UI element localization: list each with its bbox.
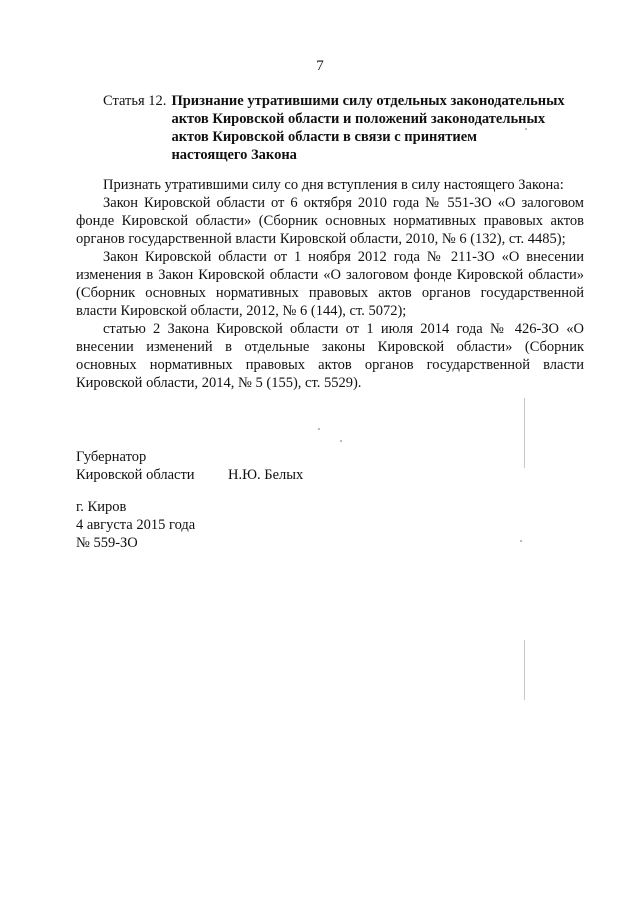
city: г. Киров	[76, 499, 127, 515]
page-number: 7	[316, 58, 324, 74]
article-label: Статья 12.	[103, 93, 167, 109]
body-paragraph-intro: Признать утратившими силу со дня вступления в силу настоящего Закона:	[103, 177, 564, 193]
body-paragraph-law-211: Закон Кировской области от 1 ноября 2012 года № 211-ЗО «О внесении изменения в Закон Кировской области «О залоговом фонде Кировской области» (Сборник основных нормативных правовых актов органов государственной власти Кировской области, 2012, № 6 (144), ст. 5072);	[76, 249, 584, 319]
article-heading	[103, 92, 593, 164]
article-title-line-1: Признание утратившими силу отдельных законодательных	[171, 93, 565, 109]
body-paragraph-law-551: Закон Кировской области от 6 октября 2010 года № 551-ЗО «О залоговом фонде Кировской области» (Сборник основных нормативных правовых актов органов государственной власти Кировской области, 2010, № 6 (132), ст. 4485);	[76, 195, 584, 247]
article-title	[171, 92, 564, 164]
law-number: № 559-ЗО	[76, 535, 138, 551]
scan-artifact-dot	[525, 128, 527, 130]
signature-block	[76, 448, 303, 484]
article-body	[76, 176, 584, 392]
signatory-name: Н.Ю. Белых	[228, 467, 304, 483]
scan-artifact-dot	[340, 440, 342, 442]
scan-artifact-line	[524, 640, 525, 700]
scan-artifact-dot	[520, 540, 522, 542]
signatory-position-line-2: Кировской области	[76, 467, 195, 483]
date: 4 августа 2015 года	[76, 517, 196, 533]
article-title-line-4: настоящего Закона	[171, 147, 297, 163]
article-title-line-3: актов Кировской области в связи с принятием	[171, 129, 478, 145]
scan-artifact-line	[524, 398, 525, 468]
scan-artifact-dot	[318, 428, 320, 430]
body-paragraph-law-426: статью 2 Закона Кировской области от 1 июля 2014 года № 426-ЗО «О внесении изменений в отдельные законы Кировской области» (Сборник основных нормативных правовых актов органов государственной власти Кировской области, 2014, № 5 (155), ст. 5529).	[76, 321, 584, 391]
place-date-block	[76, 498, 195, 552]
signatory-position-line-1: Губернатор	[76, 449, 147, 465]
article-title-line-2: актов Кировской области и положений законодательных	[171, 111, 546, 127]
